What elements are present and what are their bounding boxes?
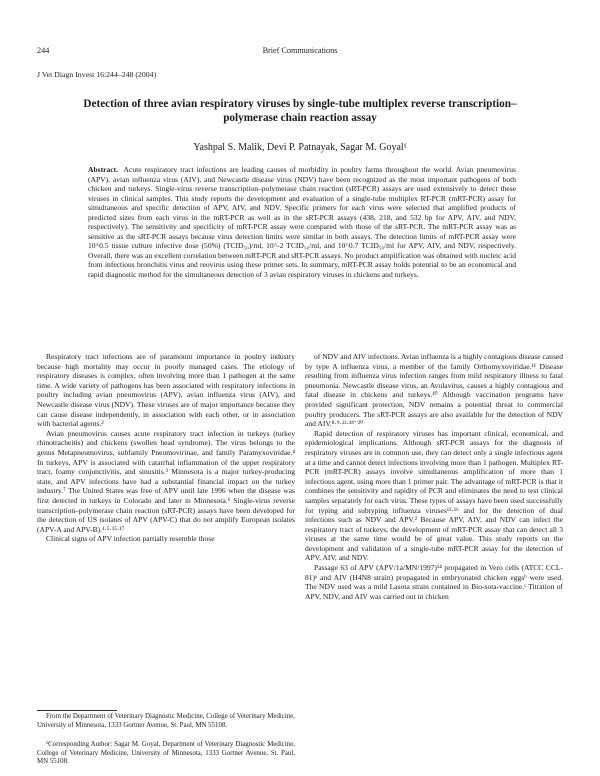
affiliation-footnote: From the Department of Veterinary Diagnostic Medicine, College of Veterinary Medicine, University of Minnesota, 1333 Gortner Avenue, St. Paul, MN 55108. [37,713,295,729]
right-column [305,352,563,601]
journal-citation: J Vet Diagn Invest 16:244–248 (2004) [37,70,157,79]
author-list: Yashpal S. Malik, Devi P. Patnayak, Sagar M. Goyal¹ [193,142,407,153]
paragraph: of NDV and AIV infections. Avian influenza is a highly contagious disease caused by type A influenza virus, a member of the family Orthomyxoviridae.¹¹ Disease resulting from influenza virus infection ranges from mild respiratory illness to fatal pneumonia. Newcastle disease virus, an Avulavirus, causes a highly contagious and fatal disease in chickens and turkeys.¹⁰ Although vaccination programs have provided significant protection, NDV remains a potential threat to commercial poultry producers. The sRT-PCR assays are also available for the detection of NDV and AIV.⁸·⁹·¹²·¹⁸⁻²⁰ [305,352,563,429]
paragraph: Passage 63 of APV (APV/1a/MN/1997)¹⁴ propagated in Vero cells (ATCC CCL-81)ᵃ and AIV (H4N8 strain) propagated in embryonated chicken eggsᵇ were used. The NDV used was a mild Lasota strain contained in Bio-sota-vaccine.ᶜ Titration of APV, NDV, and AIV was carried out in chicken [305,563,563,601]
footnote-divider [37,710,117,711]
paragraph: Avian pneumovirus causes acute respiratory tract infection in turkeys (turkey rhinotracheitis) and chickens (swollen head syndrome). The virus belongs to the genus Metapneumovirus, subfamily Pneumovirinae, and family Paramyxoviridae.⁴ In turkeys, APV is associated with catarrhal inflammation of the upper respiratory tract, foamy conjunctivitis, and sinusitis.³ Minnesota is a major turkey-producing state, and APV infections have had a substantial financial impact on the turkey industry.⁷ The United States was free of APV until late 1996 when the disease was first detected in turkeys in Colorado and later in Minnesota.⁶ Single-virus reverse transcription–polymerase chain reaction (sRT-PCR) assays have been developed for the detection of US isolates of APV (APV-C) that do not amplify European isolates (APV-A and APV-B).¹·⁵·¹⁵·¹⁷ [37,428,295,534]
abstract [88,165,516,280]
corresponding-author-footnote: ¹Corresponding Author: Sagar M. Goyal, Department of Veterinary Diagnostic Medicine, College of Veterinary Medicine, University of Minnesota, 1333 Gortner Avenue, St. Paul, MN 55108. [37,741,295,766]
abstract-label: Abstract. [88,165,118,174]
paragraph: Rapid detection of respiratory viruses has important clinical, economical, and epidemiological implications. Although sRT-PCR assays for the diagnosis of respiratory viruses are in common use, they can detect only a single infectious agent at a time and cannot detect infections involving more than 1 pathogen. Multiplex RT-PCR (mRT-PCR) assays involve simultaneous amplification of more than 1 infectious agent, using more than 1 primer pair. The advantage of mRT-PCR is that it combines the sensitivity and rapidity of PCR and eliminates the need to test clinical samples separately for each virus. These types of assays have been used successfully for typing and subtyping influenza viruses¹³·¹⁶ and for the detection of dual infections such as NDV and APV.² Because APV, AIV, and NDV can infect the respiratory tract of turkeys, the development of mRT-PCR assay that can detect all 3 viruses at the same time would be of great value. This study reports on the development and validation of a single-tube mRT-PCR assay for the detection of APV, AIV, and NDV. [305,428,563,563]
page-number: 244 [37,46,50,55]
abstract-text: Acute respiratory tract infections are leading causes of morbidity in poultry farms throughout the world. Avian pneumovirus (APV), avian influenza virus (AIV), and Newcastle disease virus (NDV) have been recognized as the most important pathogens of both chicken and turkeys. Single-virus reverse transcription–polymerase chain reaction (sRT-PCR) assays are used extensively to detect these viruses in clinical samples. This study reports the development and evaluation of a single-tube multiplex RT-PCR (mRT-PCR) assay for simultaneous and specific detection of APV, AIV, and NDV. Specific primers for each virus were selected that amplified products of predicted sizes from each virus in the mRT-PCR as well as in the sRT-PCR assays (438, 218, and 532 bp for APV, AIV, and NDV, respectively). The sensitivity and specificity of mRT-PCR assay were compared with those of the sRT-PCR. The mRT-PCR assay was as sensitive as the sRT-PCR assays because virus detection limits were similar in both assays. The detection limits of mRT-PCR assay were 10^0.5 tissue culture infective dose (50%) (TCID₅₀)/ml, 10^-2 TCID₅₀/ml, and 10^0.7 TCID₅₀/ml for APV, AIV, and NDV, respectively. Overall, there was an excellent correlation between mRT-PCR and sRT-PCR assays. No product amplification was obtained with nucleic acid from infectious bronchitis virus and reovirus using these primer sets. In summary, mRT-PCR assay holds potential to be an economical and rapid diagnostic method for the simultaneous detection of 3 avian respiratory viruses in chickens and turkeys. [88,165,516,280]
left-column [37,352,295,544]
paragraph: Clinical signs of APV infection partially resemble those [46,534,215,544]
article-title: Detection of three avian respiratory viruses by single-tube multiplex reverse transcription–polymerase chain reaction assay [83,98,517,124]
section-header: Brief Communications [262,46,338,55]
paragraph: Respiratory tract infections are of paramount importance in poultry industry because high mortality may occur in poorly managed cases. The etiology of respiratory diseases is complex, often involving more than 1 pathogen at the same time. A wide variety of pathogens has been associated with respiratory infections in poultry including avian pneumovirus (APV), avian influenza virus (AIV), and Newcastle disease virus (NDV). These viruses are of major importance because they can cause disease independently, in association with each other, or in association with bacterial agents.² [37,352,295,429]
